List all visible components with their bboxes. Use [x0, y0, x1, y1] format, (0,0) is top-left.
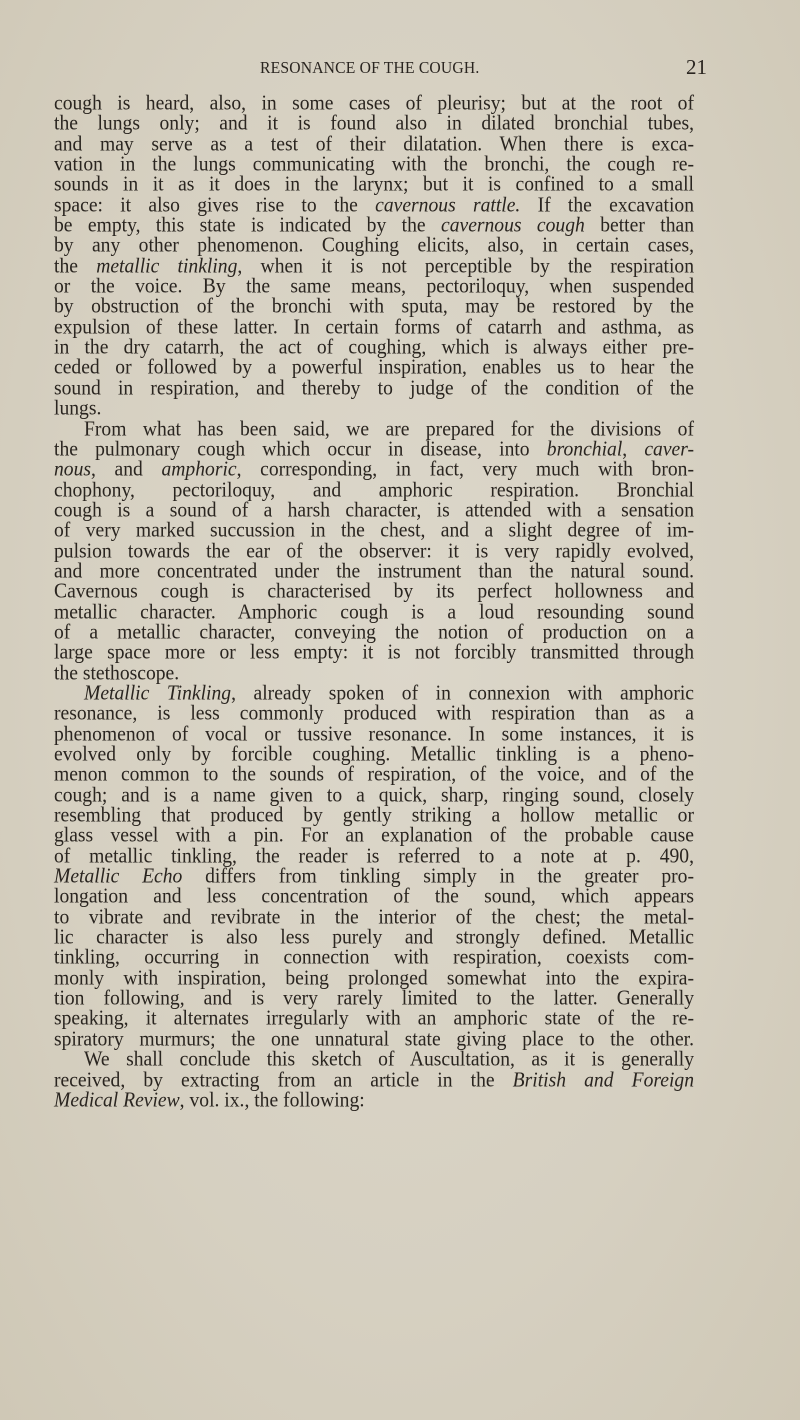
text-segment: , vol. ix., the following:: [179, 1088, 365, 1112]
text-segment: better than: [584, 214, 694, 237]
text-segment: glass vessel with a pin. For an explanation of the probable cause: [54, 824, 694, 848]
italic-term: Metallic Echo: [54, 865, 183, 888]
text-segment: expulsion of these latter. In certain forms of catarrh and asthma, as: [54, 315, 694, 339]
italic-term: cavernous rattle.: [375, 193, 521, 217]
text-segment: received, by extracting from an article in the: [54, 1068, 513, 1092]
text-segment: resembling that produced by gently striking a hollow metallic or: [54, 804, 694, 827]
running-head: [54, 52, 707, 79]
italic-term: amphoric: [161, 458, 237, 481]
text-segment: Cavernous cough is characterised by its perfect hollowness and: [54, 580, 694, 604]
text-segment: metallic character. Amphoric cough is a loud resounding sound: [54, 600, 694, 624]
italic-term: nous: [54, 458, 92, 481]
text-segment: the lungs only; and it is found also in dilated bronchial tubes,: [54, 112, 694, 136]
text-segment: monly with inspiration, being prolonged somewhat into the expira-: [54, 966, 694, 990]
text-segment: to vibrate and revibrate in the interior of the chest; the metal-: [54, 905, 694, 929]
text-segment: phenomenon of vocal or tussive resonance. In some instances, it is: [54, 722, 694, 746]
text-line: [54, 1090, 694, 1112]
text-segment: by any other phenomenon. Coughing elicits, also, in certain cases,: [54, 234, 694, 258]
text-segment: evolved only by forcible coughing. Metallic tinkling is a pheno-: [54, 743, 694, 766]
text-segment: pulsion towards the ear of the observer: it is very rapidly evolved,: [54, 539, 694, 563]
italic-term: metallic tinkling: [96, 254, 238, 278]
text-segment: sound in respiration, and thereby to judge of the condition of the: [54, 376, 694, 400]
text-line: [54, 398, 694, 420]
text-segment: be empty, this state is indicated by the: [54, 214, 441, 237]
text-segment: ,: [622, 437, 645, 461]
text-segment: spiratory murmurs; the one unnatural state giving place to the other.: [54, 1027, 694, 1051]
text-segment: , when it is not perceptible by the respiration: [237, 254, 694, 278]
text-segment: and may serve as a test of their dilatation. When there is exca-: [54, 132, 694, 156]
page-number: 21: [686, 55, 707, 79]
italic-term: bronchial: [546, 437, 623, 461]
running-title: RESONANCE OF THE COUGH.: [260, 58, 480, 77]
body-text: [54, 94, 694, 1111]
italic-term: Medical Review: [54, 1088, 180, 1112]
text-segment: in the dry catarrh, the act of coughing, which is always either pre-: [54, 336, 694, 359]
text-line: [54, 1049, 694, 1071]
text-segment: chophony, pectoriloquy, and amphoric respiration. Bronchial: [54, 478, 694, 502]
text-segment: space: it also gives rise to the: [54, 193, 376, 217]
text-segment: and more concentrated under the instrument than the natural sound.: [54, 560, 694, 583]
text-segment: cough is a sound of a harsh character, is attended with a sensation: [54, 498, 694, 522]
text-segment: of a metallic character, conveying the notion of production on a: [54, 621, 694, 644]
text-segment: by obstruction of the bronchi with sputa, may be restored by the: [54, 295, 694, 319]
text-line: [54, 520, 694, 542]
italic-term: cavernous cough: [441, 214, 585, 237]
text-segment: longation and less concentration of the sound, which appears: [54, 885, 694, 909]
text-segment: resonance, is less commonly produced with respiration than as a: [54, 702, 694, 726]
text-segment: lungs.: [54, 397, 102, 420]
text-line: [54, 378, 694, 400]
text-segment: tinkling, occurring in connection with respiration, coexists com-: [54, 946, 694, 970]
text-segment: menon common to the sounds of respiration, of the voice, and of the: [54, 763, 694, 787]
text-segment: the: [54, 254, 97, 278]
text-segment: or the voice. By the same means, pectoriloquy, when suspended: [54, 275, 694, 298]
text-segment: differs from tinkling simply in the greater pro-: [182, 865, 694, 888]
italic-term: caver-: [644, 437, 695, 461]
text-line: [54, 459, 694, 481]
text-segment: lic character is also less purely and strongly defined. Metallic: [54, 926, 694, 949]
text-segment: , already spoken of in connexion with amphoric: [231, 682, 695, 705]
text-segment: the pulmonary cough which occur in disease, into: [54, 437, 547, 461]
text-segment: the stethoscope.: [54, 661, 180, 685]
text-segment: , corresponding, in fact, very much with bron-: [236, 458, 694, 481]
text-segment: If the excavation: [520, 193, 695, 217]
text-segment: large space more or less empty: it is not forcibly transmitted through: [54, 641, 694, 665]
text-segment: of very marked succussion in the chest, and a slight degree of im-: [54, 519, 694, 543]
text-segment: vation in the lungs communicating with the bronchi, the cough re-: [54, 153, 694, 176]
text-segment: ceded or followed by a powerful inspiration, enables us to hear the: [54, 356, 694, 380]
text-segment: sounds in it as it does in the larynx; but it is confined to a small: [54, 173, 694, 197]
text-segment: From what has been said, we are prepared for the divisions of: [84, 417, 694, 441]
text-segment: , and: [91, 458, 162, 481]
italic-term: British and Foreign: [512, 1068, 695, 1092]
text-segment: of metallic tinkling, the reader is referred to a note at p. 490,: [54, 844, 694, 868]
text-segment: We shall conclude this sketch of Auscultation, as it is generally: [84, 1048, 694, 1071]
text-segment: speaking, it alternates irregularly with an amphoric state of the re-: [54, 1007, 694, 1031]
text-segment: tion following, and is very rarely limited to the latter. Generally: [54, 987, 694, 1010]
text-segment: cough is heard, also, in some cases of pleurisy; but at the root of: [54, 92, 694, 115]
text-segment: cough; and is a name given to a quick, sharp, ringing sound, closely: [54, 783, 694, 807]
italic-term: Metallic Tinkling: [84, 682, 232, 705]
